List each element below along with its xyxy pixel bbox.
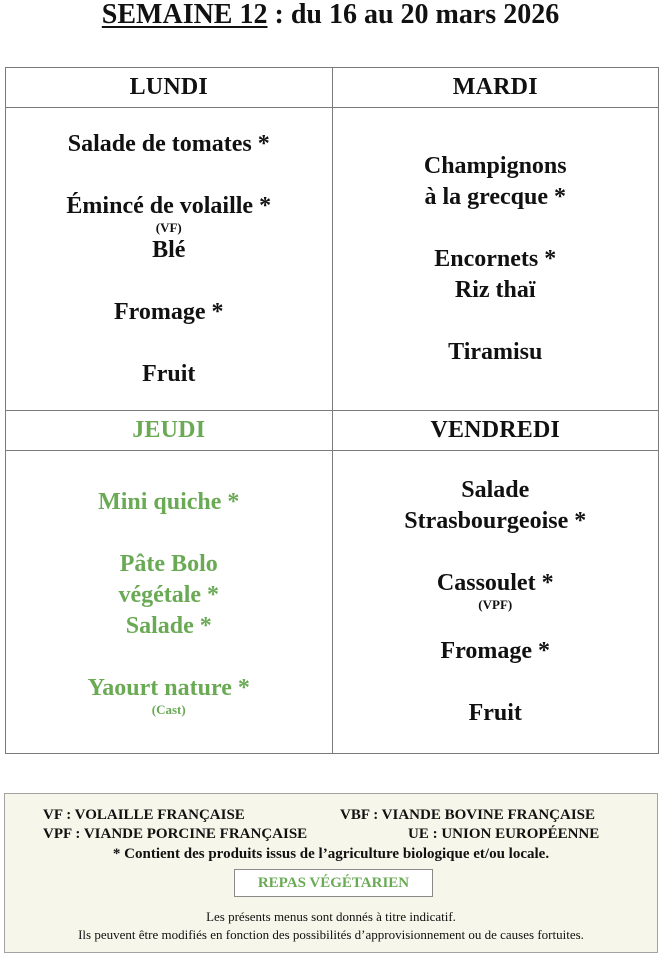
dish-starter: Salade de tomates * bbox=[67, 130, 270, 157]
disclaimer-line-1: Les présents menus sont donnés à titre indicatif. bbox=[206, 909, 456, 924]
weekly-menu-table bbox=[5, 67, 659, 754]
legend-organic-note: * Contient des produits issus de l’agriculture biologique et/ou locale. bbox=[112, 846, 550, 862]
dish-side: Salade * bbox=[125, 613, 212, 639]
dish-main: Cassoulet * bbox=[436, 570, 554, 596]
day-header-tuesday: MARDI bbox=[332, 68, 659, 108]
day-header-thursday: JEUDI bbox=[6, 411, 333, 451]
dish-starter-line-1: Salade bbox=[461, 477, 530, 503]
legend-vf: VF : VOLAILLE FRANÇAISE bbox=[43, 807, 245, 823]
menu-thursday bbox=[6, 451, 333, 754]
dish-main: Émincé de volaille * bbox=[66, 192, 272, 219]
dish-cheese: Fromage * bbox=[440, 638, 551, 664]
dish-dessert: Fruit bbox=[468, 700, 522, 726]
dish-starter-line-1: Champignons bbox=[423, 152, 567, 179]
dish-main-line-1: Pâte Bolo bbox=[119, 551, 218, 577]
dish-dessert: Tiramisu bbox=[448, 338, 543, 365]
dish-dessert: Yaourt nature * bbox=[87, 675, 250, 701]
dish-main-line-2: végétale * bbox=[118, 582, 220, 608]
dish-starter-line-2: Strasbourgeoise * bbox=[404, 508, 587, 534]
week-label: SEMAINE 12 bbox=[101, 0, 268, 30]
dish-starter-line-2: à la grecque * bbox=[424, 183, 567, 210]
legend-ue: UE : UNION EUROPÉENNE bbox=[408, 826, 600, 842]
legend-vpf: VPF : VIANDE PORCINE FRANÇAISE bbox=[43, 826, 308, 842]
disclaimer-line-2: Ils peuvent être modifiés en fonction des possibilités d’approvisionnement ou de causes fortuites. bbox=[78, 927, 584, 942]
origin-tag: (VPF) bbox=[478, 597, 513, 612]
menu-friday bbox=[332, 451, 659, 754]
dish-side: Riz thaï bbox=[454, 276, 536, 303]
day-header-friday: VENDREDI bbox=[332, 411, 659, 451]
legend-box bbox=[4, 793, 658, 953]
origin-tag: (VF) bbox=[155, 219, 182, 235]
vegetarian-meal-key: REPAS VÉGÉTARIEN bbox=[234, 869, 433, 897]
day-header-monday: LUNDI bbox=[6, 68, 333, 108]
dish-side: Blé bbox=[152, 236, 186, 263]
page-title bbox=[0, 0, 661, 30]
dish-starter: Mini quiche * bbox=[98, 489, 240, 515]
date-range: : du 16 au 20 mars 2026 bbox=[267, 0, 560, 30]
dish-dessert: Fruit bbox=[142, 360, 196, 387]
dish-main: Encornets * bbox=[434, 245, 557, 272]
legend-vbf: VBF : VIANDE BOVINE FRANÇAISE bbox=[340, 807, 596, 823]
menu-monday bbox=[6, 108, 333, 411]
menu-tuesday bbox=[332, 108, 659, 411]
dish-cheese: Fromage * bbox=[113, 298, 224, 325]
origin-tag: (Cast) bbox=[151, 702, 186, 717]
